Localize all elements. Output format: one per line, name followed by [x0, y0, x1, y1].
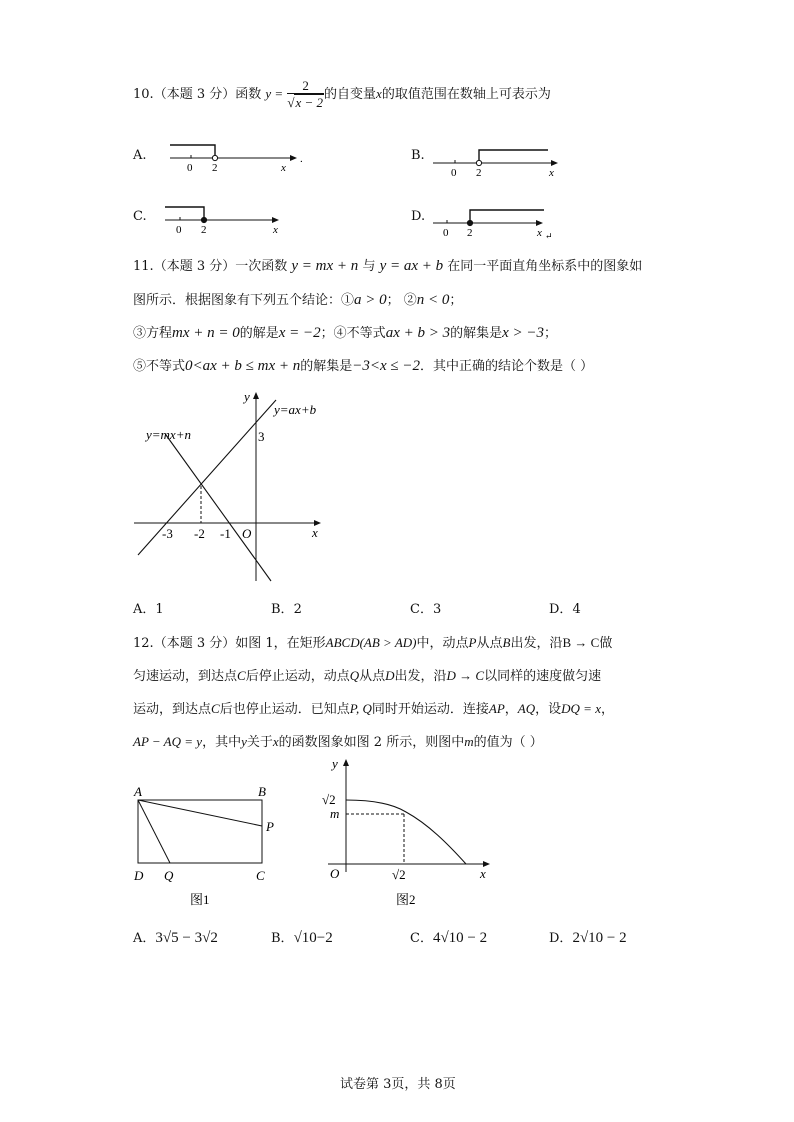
q12-fig2-label-o: O	[330, 866, 340, 881]
q10-frac-denominator: √x − 2	[287, 95, 324, 110]
q12-fig1-label-b: B	[258, 784, 266, 799]
q12-score: （本题 3 分）	[153, 636, 236, 651]
q12-text: 的函数图象如图 2 所示，则图中	[278, 735, 465, 750]
q12-answer-b-label: B．	[271, 931, 294, 946]
q10-frac-numerator: 2	[287, 78, 324, 94]
q12-dq-eq-x: DQ = x	[561, 701, 601, 716]
q11-text: ；④不等式	[320, 326, 386, 341]
q12-text: 如图 1，在矩形	[235, 636, 326, 651]
q12-answer-c-label: C．	[410, 931, 433, 946]
q11-text: ．其中正确的结论个数是（ ）	[420, 359, 594, 374]
q12-figure1	[128, 780, 288, 910]
q11-solution-set: x > −3	[502, 325, 545, 341]
q12-text: 后也停止运动．已知点	[219, 702, 350, 717]
q11-answer-c-value: 3	[432, 602, 442, 617]
q12-ap-minus-aq: AP − AQ = y	[133, 734, 203, 749]
q12-points-pq: P, Q	[349, 701, 372, 716]
q12-path2: D → C	[446, 668, 485, 683]
q12-path1: B → C	[562, 635, 600, 650]
q11-text: ； ②	[386, 293, 417, 308]
q12-text: 的值为（ ）	[473, 735, 543, 750]
q12-fig2-label-sqrt2-y: √2	[322, 792, 336, 807]
q12-point-b: B	[502, 635, 511, 650]
q11-answer-a-value: 1	[155, 602, 164, 617]
q11-text: 在同一平面直角坐标系中的图象如	[447, 259, 643, 274]
q12-rect: ABCD	[325, 635, 360, 650]
q11-number: 11.	[133, 259, 154, 274]
q10-y-eq: y =	[265, 86, 284, 101]
q11-text: 的解集是	[300, 359, 353, 374]
q10-number: 10.	[133, 87, 154, 102]
q10-c-axis: x	[273, 224, 278, 236]
q12-text: 从点	[359, 669, 386, 684]
q12-text: 以同样的速度做匀速	[484, 669, 602, 684]
q12-var-m: m	[464, 734, 474, 749]
q12-segment-ap: AP	[488, 701, 505, 716]
q12-fig1-label-d: D	[134, 868, 144, 883]
q11-text: 一次函数	[235, 259, 288, 274]
q12-text: 匀速运动，到达点	[133, 669, 238, 684]
q12-var-x: x	[272, 734, 279, 749]
q11-func2: y = ax + b	[379, 258, 444, 274]
q11-answer-c-label: C．	[410, 602, 433, 617]
q11-answer-b-label: B．	[271, 602, 294, 617]
q10-frac-den-text: x − 2	[295, 95, 324, 110]
page-footer: 试卷第 3页，共 8页	[340, 1077, 456, 1092]
q10-option-a-label: A.	[133, 148, 147, 163]
q11-label-line2: y=ax+b	[274, 402, 317, 417]
q12-answer-d-value: 2√10 − 2	[572, 930, 627, 946]
q12-condition: (AB > AD)	[359, 635, 417, 650]
q10-text-after: 的自变量	[324, 87, 377, 102]
q10-fraction	[287, 78, 324, 111]
q11-answer-a-label: A．	[133, 602, 156, 617]
q12-fig2-label-y: y	[332, 756, 338, 771]
q12-point-c: C	[211, 701, 220, 716]
q12-point-p: P	[468, 635, 477, 650]
q12-fig2-label-m: m	[330, 806, 340, 821]
q12-line2	[133, 665, 601, 684]
q10-option-b-numberline	[428, 142, 568, 182]
q11-label-y: y	[244, 389, 250, 404]
q10-d-axis: x	[537, 227, 542, 239]
q11-text: 图所示．根据图象有下列五个结论：①	[133, 293, 355, 308]
q10-stem	[133, 78, 551, 111]
q11-text: 的解是	[239, 326, 279, 341]
q12-text: 出发，沿	[510, 636, 563, 651]
q12-text: 从点	[476, 636, 503, 651]
q12-text: 后停止运动，动点	[245, 669, 350, 684]
q12-fig2-caption: 图2	[396, 892, 416, 907]
q10-b-tick0: 0	[451, 167, 457, 179]
q12-fig1-rectangle	[138, 800, 262, 863]
q11-tick-m1: -1	[220, 526, 231, 541]
q11-func1: y = mx + n	[291, 258, 359, 274]
q11-answer-d-label: D．	[549, 602, 573, 617]
q10-d-suffix: ↵	[545, 231, 553, 241]
q12-fig1-caption: 图1	[190, 892, 210, 907]
q12-figure2	[318, 752, 498, 912]
q11-inequality: ax + b > 3	[385, 325, 451, 341]
q12-point-d: D	[385, 668, 395, 683]
q11-graph	[128, 385, 338, 590]
q12-text: 同时开始运动．连接	[371, 702, 489, 717]
q12-fig1-segment-ap	[138, 800, 262, 826]
q12-answer-a-value: 3√5 − 3√2	[155, 930, 218, 946]
q10-c-tick0: 0	[176, 224, 182, 236]
q10-option-d-label: D.	[411, 209, 426, 224]
q12-fig2-curve	[346, 800, 466, 864]
q12-line3	[133, 698, 614, 717]
q12-answer-b-value: √10−2	[293, 930, 333, 946]
q11-line4	[133, 355, 593, 375]
q10-d-tick2: 2	[467, 227, 473, 239]
q11-answer-d[interactable]	[549, 598, 581, 617]
q11-tick-m2: -2	[194, 526, 205, 541]
q11-solution: x = −2	[278, 325, 321, 341]
q11-line2	[133, 289, 462, 309]
q11-text: 与	[362, 259, 376, 274]
q11-label-line1: y=mx+n	[146, 427, 191, 442]
q12-answer-a-label: A．	[133, 931, 156, 946]
q11-line1	[133, 255, 642, 275]
q11-answer-b-value: 2	[293, 602, 302, 617]
q10-option-b-label: B.	[411, 148, 425, 163]
q10-a-tick0: 0	[187, 162, 193, 174]
q10-a-tick2: 2	[212, 162, 218, 174]
q11-inequality5: 0<ax + b ≤ mx + n	[185, 358, 301, 374]
q12-text: 关于	[246, 735, 273, 750]
q12-number: 12.	[133, 636, 154, 651]
q11-label-o: O	[242, 526, 252, 541]
q12-answer-c-value: 4√10 − 2	[432, 930, 488, 946]
q12-text: ，	[600, 702, 614, 717]
q12-answer-a[interactable]	[133, 927, 218, 947]
q10-c-tick2: 2	[201, 224, 207, 236]
q11-text: ；	[449, 293, 463, 308]
q11-text: ⑤不等式	[133, 359, 186, 374]
q11-text: ；	[544, 326, 558, 341]
q11-label-x: x	[312, 525, 318, 540]
q11-answer-c[interactable]	[410, 598, 441, 617]
q10-d-tick0: 0	[443, 227, 449, 239]
q11-y-arrow	[253, 392, 259, 399]
q11-line-mxn	[166, 435, 271, 581]
q10-option-c-numberline	[160, 200, 290, 240]
q10-a-suffix: .	[300, 153, 303, 165]
q12-answer-b[interactable]	[271, 927, 333, 947]
q11-answer-a[interactable]	[133, 598, 164, 617]
q12-fig2-label-sqrt2-x: √2	[392, 867, 406, 882]
q12-point-q: Q	[349, 668, 360, 683]
q11-answer-d-value: 4	[572, 602, 581, 617]
q12-text: ，	[504, 702, 518, 717]
q12-text: ，设	[535, 702, 562, 717]
q12-fig2-y-arrow	[343, 759, 349, 766]
q12-answer-d-label: D．	[549, 931, 573, 946]
q11-solution-set5: −3<x ≤ −2	[352, 358, 421, 374]
q12-line4	[133, 731, 543, 750]
q12-text: 中，动点	[416, 636, 469, 651]
q10-text: 函数	[235, 87, 262, 102]
q12-fig1-label-c: C	[256, 868, 265, 883]
q12-answer-d[interactable]	[549, 927, 627, 947]
q12-fig2-label-x: x	[480, 866, 486, 881]
q11-text: ③方程	[133, 326, 173, 341]
q12-point-c: C	[237, 668, 246, 683]
q11-score: （本题 3 分）	[153, 259, 236, 274]
q12-segment-aq: AQ	[517, 701, 536, 716]
q12-fig1-segment-aq	[138, 800, 170, 863]
q11-text: 的解集是	[450, 326, 503, 341]
q12-text: 做	[599, 636, 613, 651]
q10-b-axis: x	[549, 167, 554, 179]
q10-b-tick2: 2	[476, 167, 482, 179]
q11-answer-b[interactable]	[271, 598, 302, 617]
q11-line-axb	[138, 400, 276, 555]
q12-text: 运动，到达点	[133, 702, 212, 717]
q10-text-end: 的取值范围在数轴上可表示为	[381, 87, 551, 102]
q12-fig1-label-a: A	[134, 784, 142, 799]
q11-tick-3: 3	[258, 429, 265, 444]
q12-text: 出发，沿	[394, 669, 447, 684]
q12-line1	[133, 632, 612, 651]
q11-tick-m3: -3	[162, 526, 173, 541]
q10-option-c-label: C.	[133, 209, 147, 224]
q11-line3	[133, 322, 557, 342]
q10-var-x: x	[376, 86, 382, 101]
q10-score: （本题 3 分）	[153, 87, 236, 102]
q12-text: ，其中	[202, 735, 242, 750]
q10-option-a-numberline	[160, 138, 310, 178]
q12-fig1-label-q: Q	[164, 868, 174, 883]
q12-answer-c[interactable]	[410, 927, 487, 947]
q10-option-d-numberline	[428, 203, 568, 243]
q10-a-axis: x	[281, 162, 286, 174]
q11-conclusion2: n < 0	[416, 292, 450, 308]
q11-equation: mx + n = 0	[172, 325, 240, 341]
q11-conclusion1: a > 0	[354, 292, 387, 308]
q12-fig1-label-p: P	[266, 819, 274, 834]
q12-var-y: y	[241, 734, 247, 749]
